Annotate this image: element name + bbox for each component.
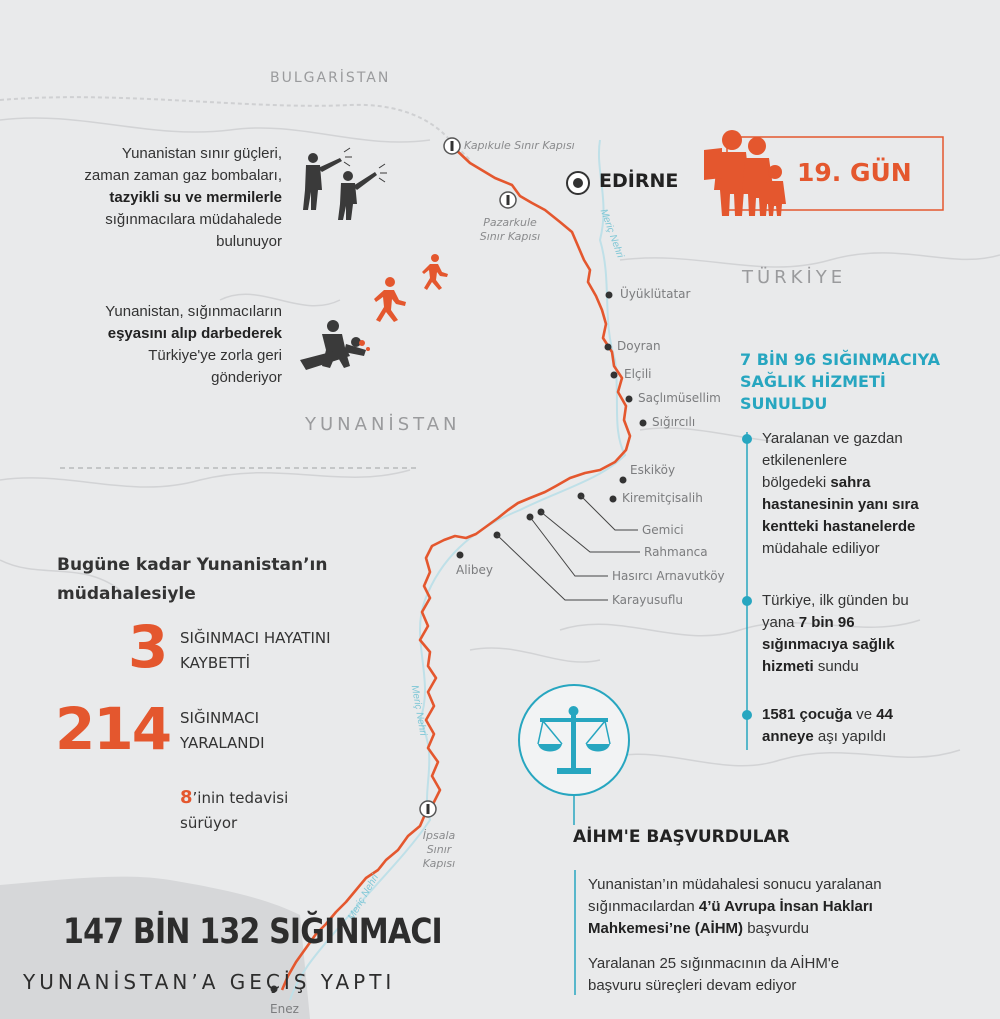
bullet-dot bbox=[742, 710, 752, 720]
town-label: Saçlımüsellim bbox=[638, 391, 721, 405]
bullet-dot bbox=[742, 434, 752, 444]
health-bullet-1: Yaralanan ve gazdan etkilenenlere bölgedeki sahra hastanesinin yanı sıra kentteki hastanelerde müdahale ediliyor bbox=[762, 428, 919, 560]
gate-ipsala: İpsala Sınır Kapısı bbox=[422, 829, 456, 870]
city-edirne: EDİRNE bbox=[599, 170, 679, 192]
country-greece: YUNANİSTAN bbox=[305, 414, 461, 435]
country-bulgaria: BULGARİSTAN bbox=[270, 70, 391, 86]
stats-heading: Bugüne kadar Yunanistan’ın müdahalesiyle bbox=[57, 555, 328, 604]
dead-label: SIĞINMACI HAYATINI KAYBETTİ bbox=[180, 629, 331, 672]
town-label: Karayusuflu bbox=[612, 593, 684, 607]
river-label-north: Meriç Nehri bbox=[597, 207, 626, 260]
day-badge: 19. GÜN bbox=[797, 158, 912, 187]
health-title: 7 BİN 96 SIĞINMACIYA SAĞLIK HİZMETİ SUNULDU bbox=[740, 350, 941, 413]
town-label: Eskiköy bbox=[630, 463, 676, 477]
treatment-label: 8’inin tedavisi sürüyor bbox=[180, 787, 289, 832]
river-label-mid: Meriç Nehri bbox=[408, 684, 429, 737]
court-title: AİHM'E BAŞVURDULAR bbox=[573, 827, 790, 847]
health-bullet-3: 1581 çocuğa ve 44 anneye aşı yapıldı bbox=[762, 704, 893, 748]
family-icon bbox=[704, 130, 786, 216]
crossing-subtitle: YUNANİSTAN’A GEÇİŞ YAPTI bbox=[23, 970, 396, 994]
town-label: Doyran bbox=[617, 339, 661, 353]
bullet-dot bbox=[742, 596, 752, 606]
town-label: Elçili bbox=[624, 367, 652, 381]
town-label: Gemici bbox=[642, 523, 684, 537]
town-label: Rahmanca bbox=[644, 545, 708, 559]
edirne-marker bbox=[567, 172, 589, 194]
town-label: Sığırcılı bbox=[652, 415, 696, 429]
soldiers-icon bbox=[303, 153, 377, 220]
country-turkey: TÜRKİYE bbox=[742, 267, 847, 288]
gate-kapikule: Kapıkule Sınır Kapısı bbox=[464, 139, 575, 152]
injured-label: SIĞINMACI YARALANDI bbox=[180, 709, 265, 752]
injured-count: 214 bbox=[55, 695, 171, 763]
pushback-text: Yunanistan, sığınmacıların eşyasını alıp darbederek Türkiye'ye zorla geri gönderiyor bbox=[105, 303, 282, 386]
running-person-icon bbox=[374, 254, 448, 322]
health-bullet-2: Türkiye, ilk günden bu yana 7 bin 96 sığınmacıya sağlık hizmeti sundu bbox=[762, 590, 909, 678]
greek-force-text: Yunanistan sınır güçleri, zaman zaman gaz bombaları, tazyikli su ve mermilerle sığınmacılara müdahalede bulunuyor bbox=[84, 145, 282, 250]
town-label: Alibey bbox=[456, 563, 493, 577]
river-label-south: Meriç Nehri bbox=[346, 872, 382, 923]
town-label: Üyüklütatar bbox=[620, 287, 691, 301]
pushback-icon bbox=[300, 320, 366, 370]
crossing-total: 147 BİN 132 SIĞINMACI bbox=[63, 912, 442, 952]
court-paragraph-2: Yaralanan 25 sığınmacının da AİHM'e başvuru süreçleri devam ediyor bbox=[588, 955, 840, 994]
town-label: Kiremitçisalih bbox=[622, 491, 703, 505]
dead-count: 3 bbox=[128, 613, 169, 681]
town-label: Enez bbox=[270, 1002, 299, 1016]
gate-pazarkule: Pazarkule Sınır Kapısı bbox=[479, 216, 541, 243]
town-label: Hasırcı Arnavutköy bbox=[612, 569, 725, 583]
court-paragraph-1: Yunanistan’ın müdahalesi sonucu yaralanan sığınmacılardan 4’ü Avrupa İnsan Hakları Mahkemesi’ne (AİHM) başvurdu bbox=[588, 876, 882, 937]
